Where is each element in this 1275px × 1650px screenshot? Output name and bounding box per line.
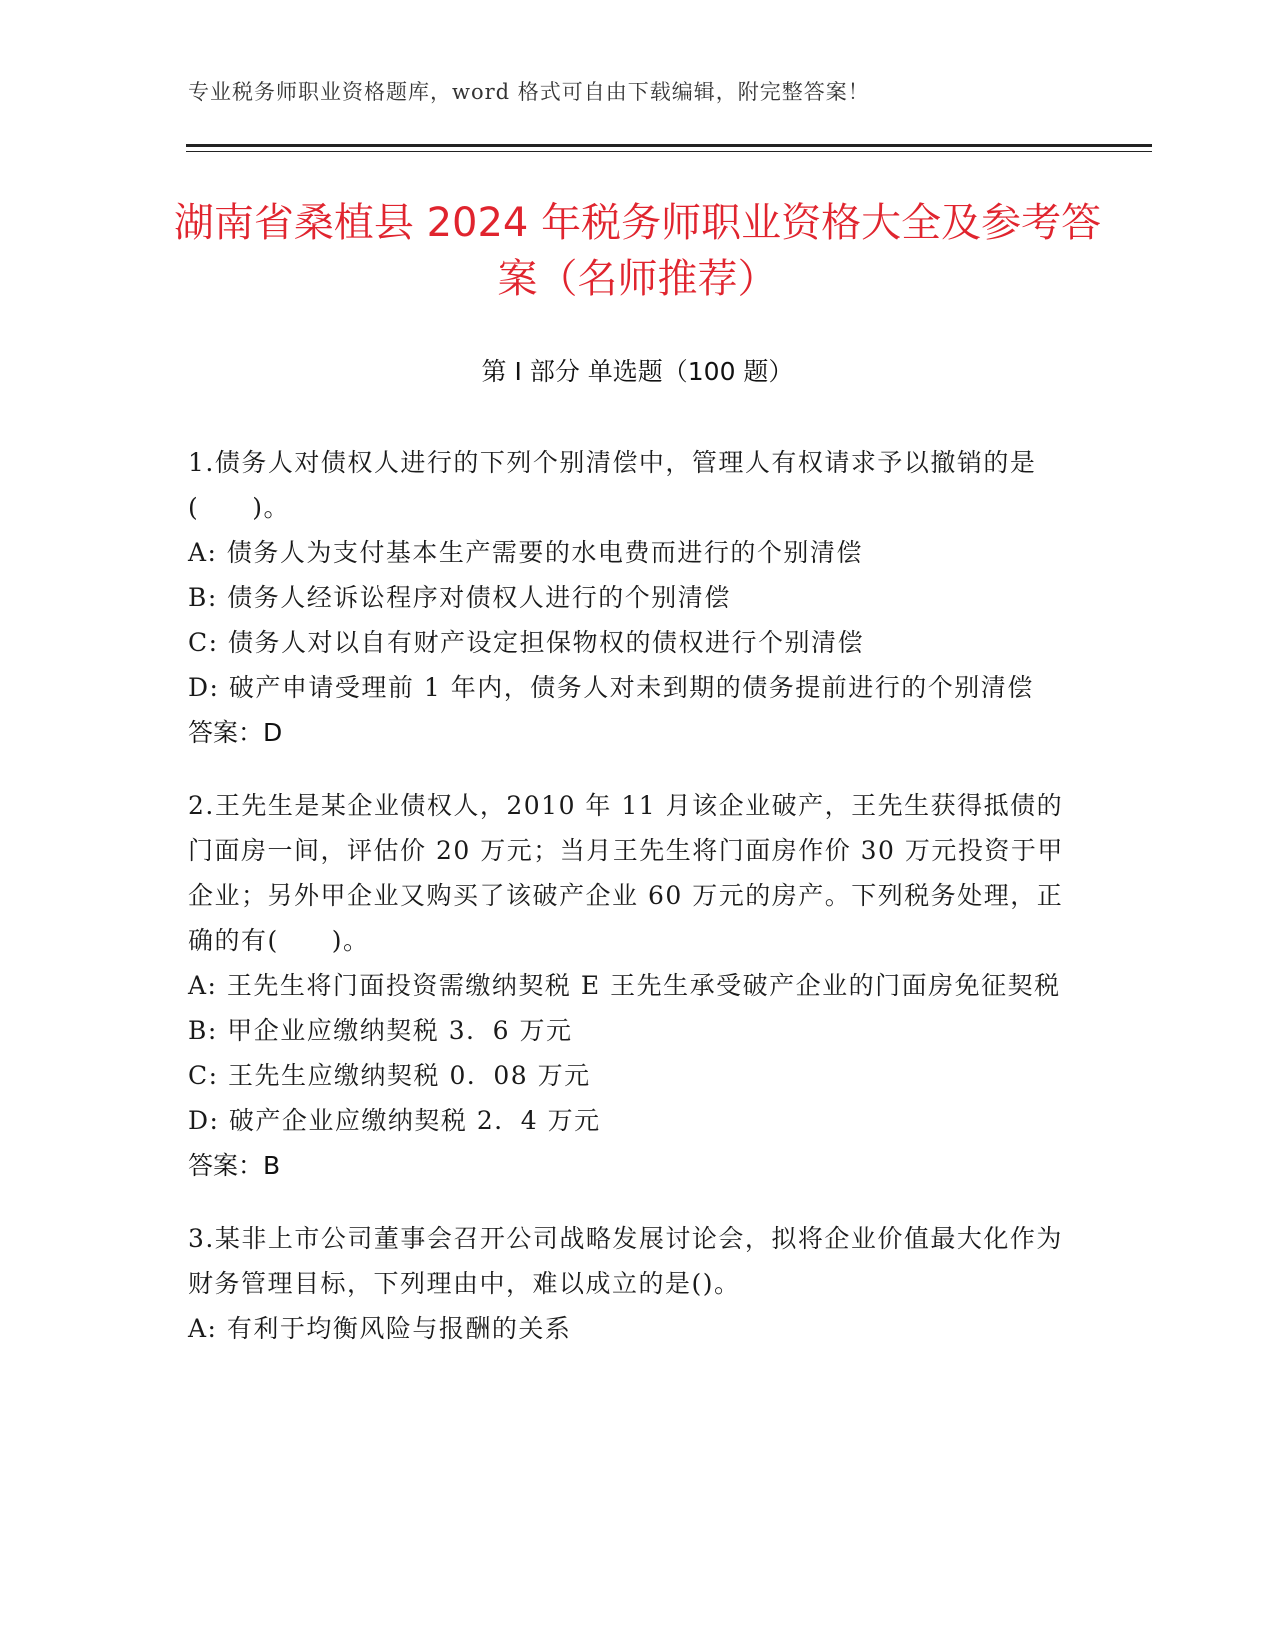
- answer-label: 答案：B: [188, 1151, 281, 1180]
- answer-label: 答案：D: [188, 718, 283, 747]
- header-divider-thin: [186, 151, 1152, 152]
- option-a: A: 有利于均衡风险与报酬的关系: [188, 1314, 572, 1343]
- option-b: B: 债务人经诉讼程序对债权人进行的个别清偿: [188, 583, 731, 612]
- option-a: A: 王先生将门面投资需缴纳契税 E 王先生承受破产企业的门面房免征契税: [188, 971, 1061, 1000]
- question-3: [188, 1216, 1078, 1351]
- question-2: [188, 783, 1078, 1188]
- option-c: C: 债务人对以自有财产设定担保物权的债权进行个别清偿: [188, 628, 865, 657]
- option-c: C: 王先生应缴纳契税 0．08 万元: [188, 1061, 591, 1090]
- question-1: [188, 440, 1078, 755]
- option-d: D: 破产申请受理前 1 年内，债务人对未到期的债务提前进行的个别清偿: [188, 673, 1034, 702]
- question-stem: 1.债务人对债权人进行的下列个别清偿中，管理人有权请求予以撤销的是( )。: [188, 448, 1037, 522]
- option-d: D: 破产企业应缴纳契税 2．4 万元: [188, 1106, 601, 1135]
- question-list: [188, 440, 1078, 1379]
- document-title: 湖南省桑植县 2024 年税务师职业资格大全及参考答案（名师推荐）: [173, 200, 1102, 302]
- header-note: 专业税务师职业资格题库，word 格式可自由下载编辑，附完整答案！: [188, 80, 870, 104]
- question-stem: 3.某非上市公司董事会召开公司战略发展讨论会，拟将企业价值最大化作为财务管理目标，下列理由中，难以成立的是()。: [188, 1224, 1063, 1298]
- option-a: A: 债务人为支付基本生产需要的水电费而进行的个别清偿: [188, 538, 863, 567]
- option-b: B: 甲企业应缴纳契税 3．6 万元: [188, 1016, 573, 1045]
- question-stem: 2.王先生是某企业债权人，2010 年 11 月该企业破产，王先生获得抵债的门面房一间，评估价 20 万元；当月王先生将门面房作价 30 万元投资于甲企业；另外甲企业又购买了该破产企业 60 万元的房产。下列税务处理，正确的有( )。: [188, 791, 1064, 955]
- section-heading: 第 I 部分 单选题（100 题）: [481, 357, 794, 386]
- header-divider-thick: [186, 144, 1152, 147]
